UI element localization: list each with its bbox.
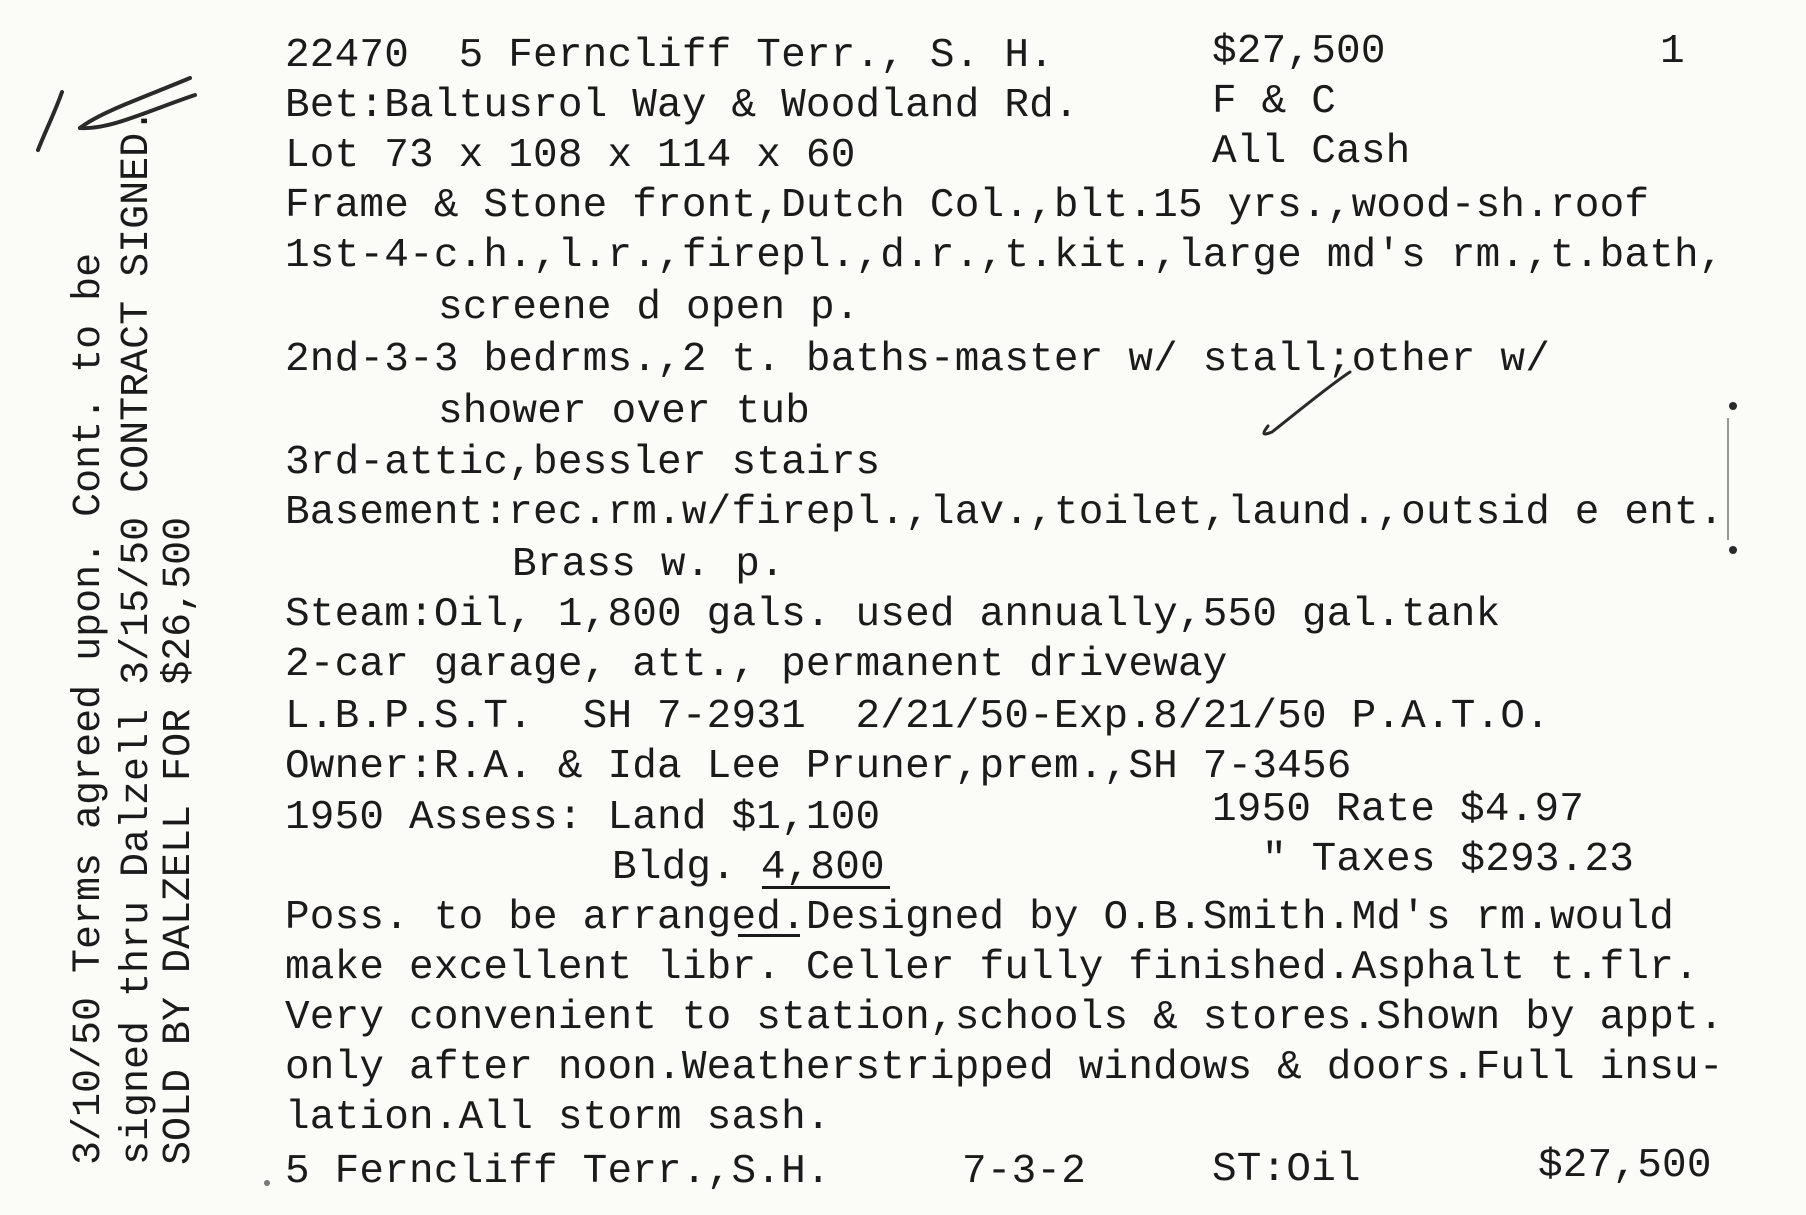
terms: All Cash: [1212, 129, 1411, 175]
financing: F & C: [1212, 79, 1337, 125]
basement-line: Basement:rec.rm.w/firepl.,lav.,toilet,laund.,outsid e ent.: [285, 490, 1724, 536]
asking-price: $27,500: [1212, 29, 1386, 75]
summary-rooms: 7-3-2: [962, 1149, 1087, 1195]
tax-rate: 1950 Rate $4.97: [1212, 787, 1585, 833]
construction-line: Frame & Stone front,Dutch Col.,blt.15 yrs.,wood-sh.roof: [285, 183, 1650, 229]
punch-dot: [1729, 546, 1737, 554]
punch-dot: [1729, 402, 1737, 410]
location-line: Bet:Baltusrol Way & Woodland Rd.: [285, 83, 1079, 129]
card-number: 1: [1660, 29, 1685, 75]
remarks-line-1: Poss. to be arranged.Designed by O.B.Smith.Md's rm.would: [285, 895, 1675, 941]
remarks-line-2: make excellent libr. Celler fully finished.Asphalt t.flr.: [285, 945, 1699, 991]
owner-line: Owner:R.A. & Ida Lee Pruner,prem.,SH 7-3456: [285, 744, 1352, 790]
lot-size-line: Lot 73 x 108 x 114 x 60: [285, 133, 856, 179]
remarks-line-4: only after noon.Weatherstripped windows & doors.Full insu-: [285, 1045, 1724, 1091]
punch-dot: [264, 1180, 270, 1186]
listing-header: 22470 5 Ferncliff Terr., S. H.: [285, 33, 1054, 79]
listing-agent-line: L.B.P.S.T. SH 7-2931 2/21/50-Exp.8/21/50 P.A.T.O.: [285, 694, 1551, 740]
assessment-land-line: 1950 Assess: Land $1,100: [285, 795, 881, 841]
first-floor-cont-line: screene d open p.: [438, 285, 860, 331]
remarks-line-5: lation.All storm sash.: [285, 1095, 831, 1141]
assessment-bldg-line: Bldg. 4,800: [612, 845, 885, 891]
handwritten-k-initial: [38, 78, 195, 150]
taxes: " Taxes $293.23: [1262, 837, 1635, 883]
summary-address: 5 Ferncliff Terr.,S.H.: [285, 1149, 831, 1195]
second-floor-cont-line: shower over tub: [438, 389, 811, 435]
garage-line: 2-car garage, att., permanent driveway: [285, 642, 1228, 688]
summary-price: $27,500: [1538, 1143, 1712, 1189]
basement-cont-line: Brass w. p.: [512, 542, 785, 588]
heating-line: Steam:Oil, 1,800 gals. used annually,550 gal.tank: [285, 592, 1501, 638]
margin-note-sold: SOLD BY DALZELL FOR $26,500: [157, 516, 202, 1165]
bldg-underline: [762, 886, 890, 889]
remarks-line-3: Very convenient to station,schools & stores.Shown by appt.: [285, 995, 1724, 1041]
second-floor-line: 2nd-3-3 bedrms.,2 t. baths-master w/ stall;other w/: [285, 337, 1551, 383]
first-floor-line: 1st-4-c.h.,l.r.,firepl.,d.r.,t.kit.,large md's rm.,t.bath,: [285, 233, 1724, 279]
third-floor-line: 3rd-attic,bessler stairs: [285, 440, 881, 486]
remarks-underline: [738, 934, 800, 937]
margin-note-contract: signed thru Dalzell 3/15/50 CONTRACT SIGNED.: [115, 108, 160, 1165]
summary-heat: ST:Oil: [1212, 1147, 1361, 1193]
margin-note-terms: 3/10/50 Terms agreed upon. Cont. to be: [67, 252, 112, 1165]
